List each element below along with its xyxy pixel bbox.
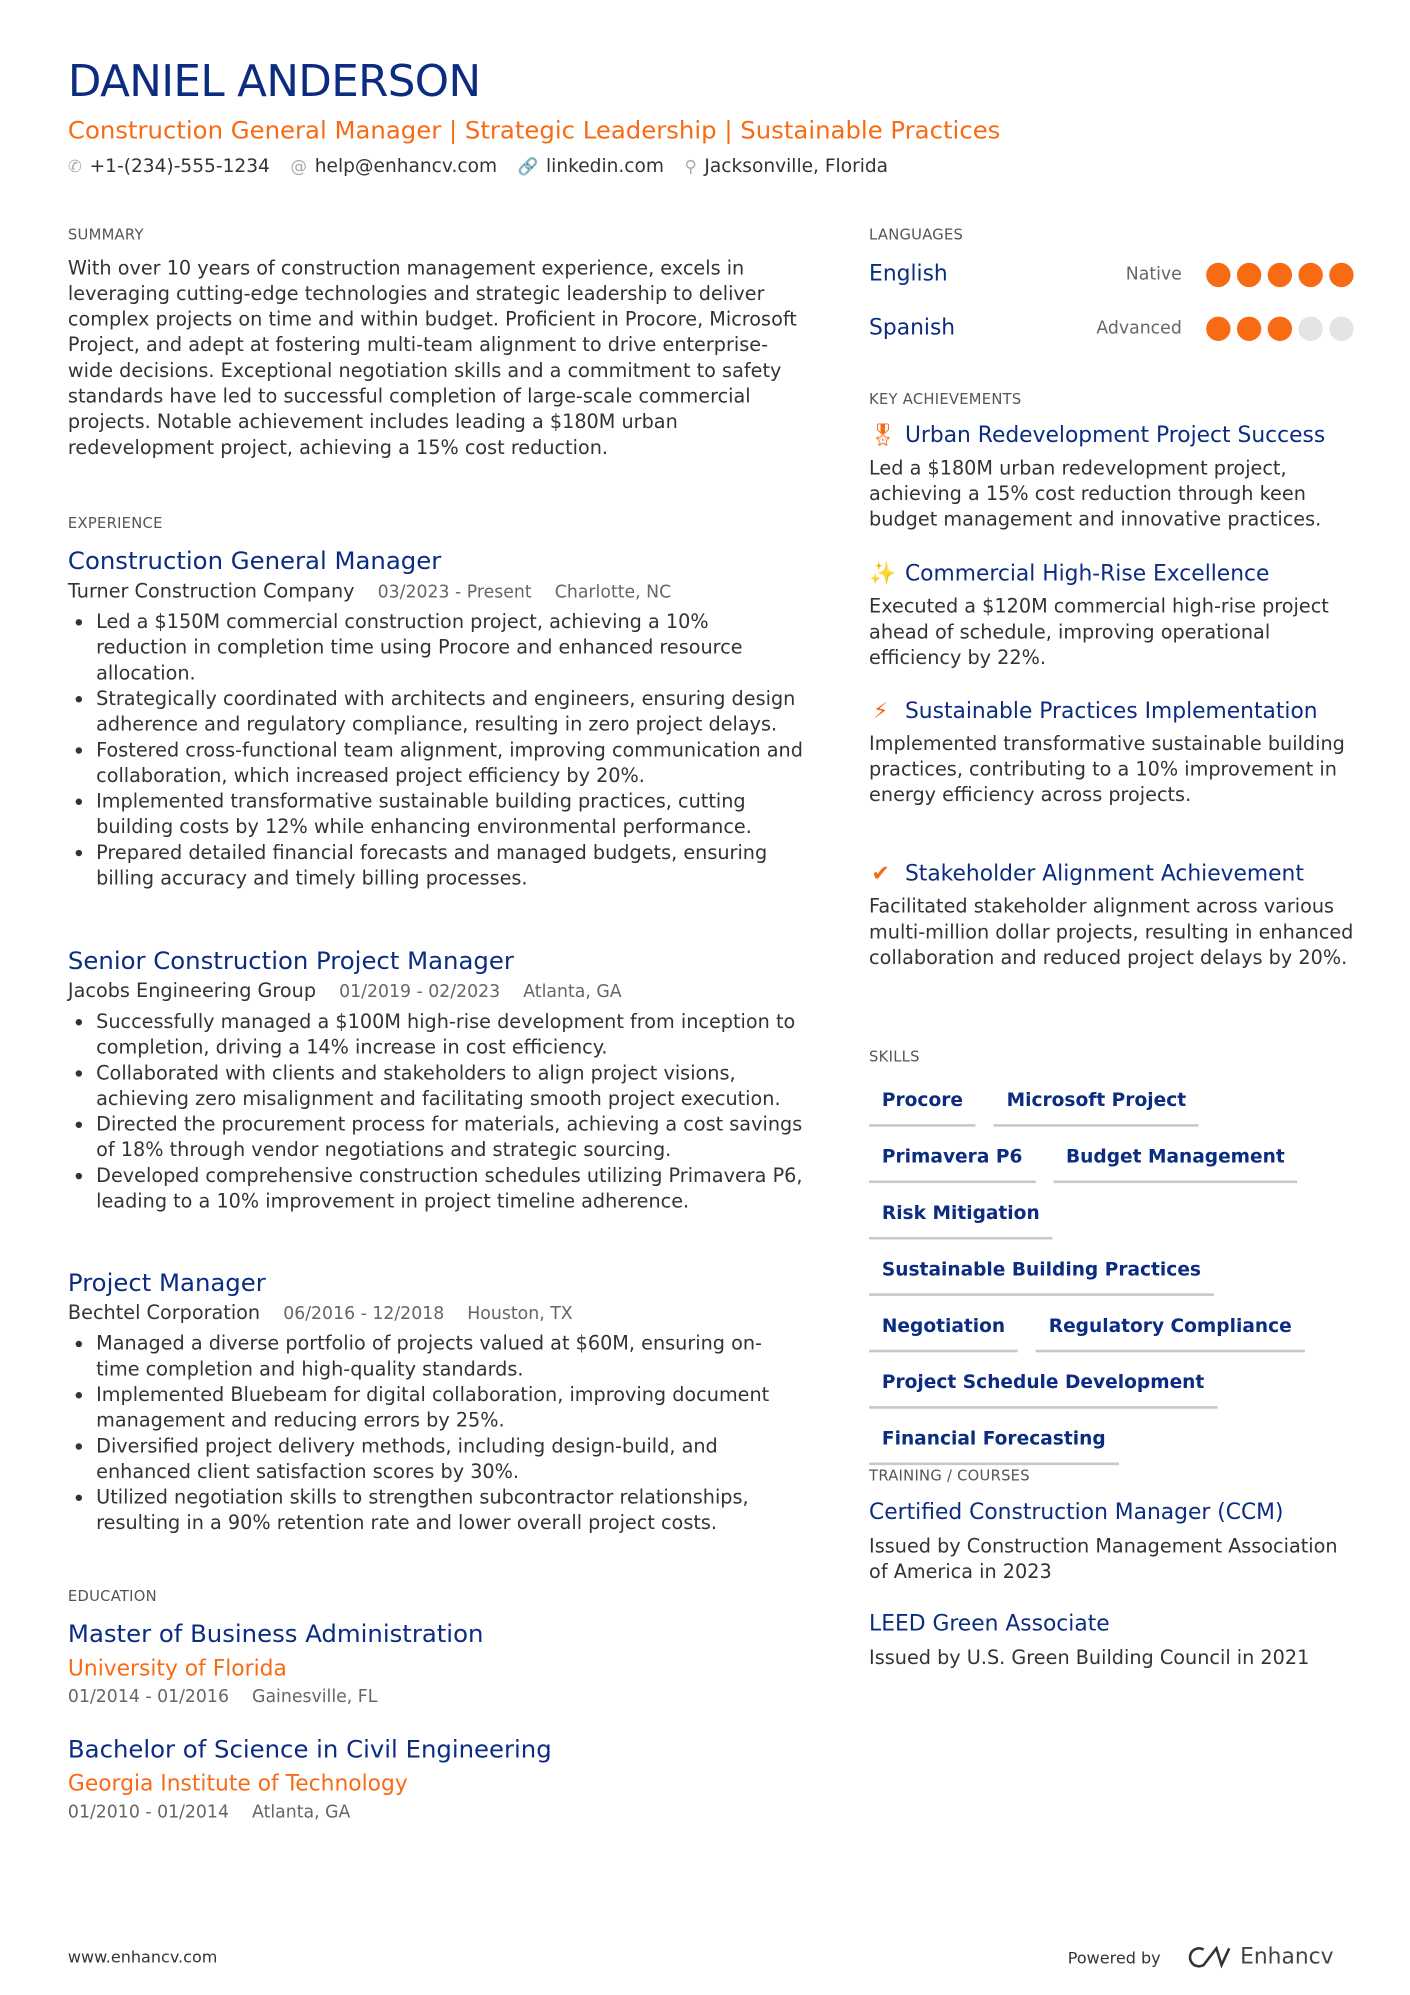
bullet-item: • Implemented transformative sustainable building practices, cutting building costs by 12% while enhancing environmental performance.	[96, 788, 805, 839]
achievement-title: Urban Redevelopment Project Success	[904, 422, 1326, 449]
sparkle-arrow-icon: ⚡	[872, 698, 889, 725]
contact-item[interactable]	[68, 156, 270, 177]
company-name: Turner Construction Company	[67, 579, 355, 603]
school-name: University of Florida	[67, 1656, 287, 1682]
rating-dot	[1298, 316, 1322, 340]
achievement-title: Sustainable Practices Implementation	[904, 698, 1318, 725]
language-item	[869, 259, 1354, 290]
enhancv-logo-icon	[1186, 1944, 1232, 1970]
achievement-title-row	[869, 860, 1354, 888]
training-title: Certified Construction Manager (CCM)	[869, 1499, 1284, 1526]
job-entry	[68, 1268, 805, 1536]
job-meta	[68, 1298, 805, 1327]
brand-name: Enhancv	[1240, 1944, 1334, 1971]
section-label: EDUCATION	[67, 1586, 157, 1605]
skill-tag: Primavera P6	[869, 1142, 1035, 1183]
education-dates: 01/2014 - 01/2016	[67, 1686, 229, 1708]
bullet-item: • Strategically coordinated with architects and engineers, ensuring design adherence and regulatory compliance, resulting in zero project delays.	[96, 686, 805, 737]
magic-wand-icon: ✨	[869, 561, 897, 588]
section-label: KEY ACHIEVEMENTS	[869, 389, 1022, 408]
language-rating	[1200, 316, 1354, 340]
training-text: Issued by Construction Management Association of America in 2023	[869, 1534, 1338, 1584]
job-meta	[68, 977, 805, 1006]
company-name: Jacobs Engineering Group	[67, 979, 317, 1003]
achievements-section	[869, 389, 1354, 970]
job-entry	[68, 546, 805, 891]
section-label: EXPERIENCE	[67, 514, 163, 532]
education-dates: 01/2010 - 01/2014	[67, 1802, 229, 1823]
contact-bar	[68, 156, 888, 177]
training-title: LEED Green Associate	[869, 1611, 1110, 1637]
enhancv-logo[interactable]	[1186, 1944, 1333, 1970]
candidate-name: DANIEL ANDERSON	[67, 56, 481, 108]
rating-dot	[1298, 262, 1322, 286]
training-item	[869, 1498, 1354, 1584]
job-title: Construction General Manager	[67, 547, 442, 576]
achievement-title-row	[869, 422, 1354, 450]
bullet-item: • Utilized negotiation skills to strengthen subcontractor relationships, resulting in a 90% retention rate and lower overall project costs.	[96, 1484, 805, 1535]
skill-tag: Budget Management	[1053, 1142, 1297, 1183]
contact-text: linkedin.com	[546, 156, 665, 177]
powered-by	[1068, 1944, 1334, 1970]
bullet-item: • Fostered cross-functional team alignment, improving communication and collaboration, which increased project efficiency by 20%.	[96, 737, 805, 788]
experience-section	[67, 514, 805, 1535]
skill-tag: Project Schedule Development	[869, 1368, 1217, 1409]
phone-icon: ✆	[67, 157, 82, 177]
education-entry	[68, 1619, 805, 1711]
bullet-item: • Developed comprehensive construction schedules utilizing Primavera P6, leading to a 10% improvement in project timeline adherence.	[96, 1163, 805, 1214]
education-entry	[68, 1734, 805, 1826]
achievement-item	[869, 860, 1354, 970]
achievement-item	[869, 422, 1354, 532]
link-icon: 🔗	[517, 157, 539, 177]
education-location: Atlanta, GA	[252, 1802, 351, 1823]
company-name: Bechtel Corporation	[67, 1301, 261, 1325]
location-icon: ⚲	[684, 157, 697, 177]
rating-dot	[1206, 316, 1230, 340]
skill-tag: Risk Mitigation	[869, 1198, 1052, 1239]
skill-tag: Sustainable Building Practices	[869, 1255, 1214, 1296]
section-label: SUMMARY	[67, 225, 144, 244]
headline: Construction General Manager | Strategic Leadership | Sustainable Practices	[67, 116, 1001, 145]
section-label: LANGUAGES	[869, 225, 964, 244]
bullet-item: • Managed a diverse portfolio of projects valued at $60M, ensuring on-time completion and high-quality standards.	[96, 1331, 805, 1382]
contact-item[interactable]	[685, 156, 889, 177]
achievement-item	[869, 697, 1354, 807]
rating-dot	[1329, 316, 1353, 340]
rating-dot	[1237, 316, 1261, 340]
languages-section	[869, 226, 1354, 344]
summary-text: With over 10 years of construction management experience, excels in leveraging cutting-edge technologies and strategic leadership to deliver complex projects on time and within budget. Proficient in Procore, Microsoft Project, and adept at fostering multi-team alignment to drive enterprise-wide decisions. Exceptional negotiation skills and a commitment to safety standards have led to successful completion of large-scale commercial projects. Notable achievement includes leading a $180M urban redevelopment project, achieving a 15% cost reduction.	[67, 256, 797, 459]
job-dates: 01/2019 - 02/2023	[339, 981, 501, 1003]
skill-tag: Regulatory Compliance	[1036, 1311, 1305, 1352]
achievement-text: Implemented transformative sustainable building practices, contributing to a 10% improvement in energy efficiency across projects.	[869, 731, 1345, 807]
achievement-title-row	[869, 560, 1354, 588]
contact-text: help@enhancv.com	[314, 156, 498, 177]
skill-tag: Procore	[869, 1086, 976, 1127]
achievement-text: Executed a $120M commercial high-rise project ahead of schedule, improving operational efficiency by 22%.	[869, 594, 1329, 670]
training-item	[869, 1610, 1354, 1670]
achievement-title: Stakeholder Alignment Achievement	[904, 861, 1304, 888]
job-location: Charlotte, NC	[554, 581, 672, 603]
rating-dot	[1206, 262, 1230, 286]
job-bullets	[68, 609, 805, 891]
bullet-item: • Diversified project delivery methods, including design-build, and enhanced client satisfaction scores by 30%.	[96, 1433, 805, 1484]
training-text: Issued by U.S. Green Building Council in 2021	[869, 1645, 1310, 1669]
bullet-item: • Prepared detailed financial forecasts and managed budgets, ensuring billing accuracy and timely billing processes.	[96, 840, 805, 891]
education-meta	[68, 1683, 805, 1711]
bullet-item: • Successfully managed a $100M high-rise development from inception to completion, driving a 14% increase in cost efficiency.	[96, 1009, 805, 1060]
skill-tag: Negotiation	[869, 1311, 1018, 1352]
achievement-text: Led a $180M urban redevelopment project, achieving a 15% cost reduction through keen budget management and innovative practices.	[869, 456, 1322, 531]
powered-by-label: Powered by	[1067, 1947, 1161, 1967]
education-meta	[68, 1798, 805, 1826]
summary-section	[68, 226, 805, 461]
training-section	[869, 1466, 1354, 1669]
school-name: Georgia Institute of Technology	[67, 1771, 408, 1798]
degree: Bachelor of Science in Civil Engineering	[67, 1735, 552, 1764]
language-level: Native	[1125, 264, 1182, 285]
bullet-item: • Led a $150M commercial construction project, achieving a 10% reduction in completion time using Procore and enhanced resource allocation.	[96, 609, 805, 686]
job-dates: 06/2016 - 12/2018	[283, 1303, 445, 1325]
job-title: Senior Construction Project Manager	[67, 947, 514, 976]
language-level: Advanced	[1096, 317, 1182, 339]
job-location: Houston, TX	[467, 1303, 573, 1325]
rating-dot	[1237, 262, 1261, 286]
job-dates: 03/2023 - Present	[377, 581, 532, 603]
contact-text: Jacksonville, Florida	[704, 156, 889, 177]
job-location: Atlanta, GA	[523, 981, 622, 1003]
section-label: TRAINING / COURSES	[869, 1466, 1030, 1485]
bullet-item: • Directed the procurement process for materials, achieving a cost savings of 18% through vendor negotiations and strategic sourcing.	[96, 1111, 805, 1162]
language-name: English	[869, 261, 948, 288]
job-meta	[68, 577, 805, 606]
education-location: Gainesville, FL	[252, 1686, 378, 1708]
at-icon: @	[290, 157, 308, 177]
degree: Master of Business Administration	[67, 1620, 484, 1649]
job-bullets	[68, 1009, 805, 1214]
bullet-item: • Collaborated with clients and stakeholders to align project visions, achieving zero misalignment and facilitating smooth project execution.	[96, 1060, 805, 1111]
skill-tag: Financial Forecasting	[869, 1424, 1118, 1465]
language-item	[869, 313, 1354, 344]
job-entry	[68, 946, 805, 1214]
award-icon: 🎖	[869, 422, 897, 449]
skills-section	[869, 1047, 1354, 1465]
education-section	[67, 1586, 805, 1823]
skill-tag: Microsoft Project	[994, 1086, 1199, 1127]
job-bullets	[68, 1331, 805, 1536]
contact-text: +1-(234)-555-1234	[89, 156, 270, 177]
achievement-title: Commercial High-Rise Excellence	[904, 561, 1270, 588]
language-name: Spanish	[869, 315, 956, 341]
rating-dot	[1329, 262, 1353, 286]
rating-dot	[1268, 262, 1292, 286]
contact-item[interactable]	[290, 156, 497, 177]
checkmark-icon: ✔	[871, 861, 890, 888]
achievement-title-row	[869, 697, 1354, 725]
contact-item[interactable]	[518, 156, 664, 177]
achievement-item	[869, 560, 1354, 670]
achievement-text: Facilitated stakeholder alignment across various multi-million dollar projects, resulting in enhanced collaboration and reduced project delays by 20%.	[869, 894, 1354, 970]
section-label: SKILLS	[869, 1047, 920, 1066]
footer-url[interactable]: www.enhancv.com	[67, 1947, 218, 1967]
rating-dot	[1268, 316, 1292, 340]
job-title: Project Manager	[67, 1268, 266, 1298]
bullet-item: • Implemented Bluebeam for digital collaboration, improving document management and reducing errors by 25%.	[96, 1382, 805, 1433]
language-rating	[1200, 262, 1354, 286]
